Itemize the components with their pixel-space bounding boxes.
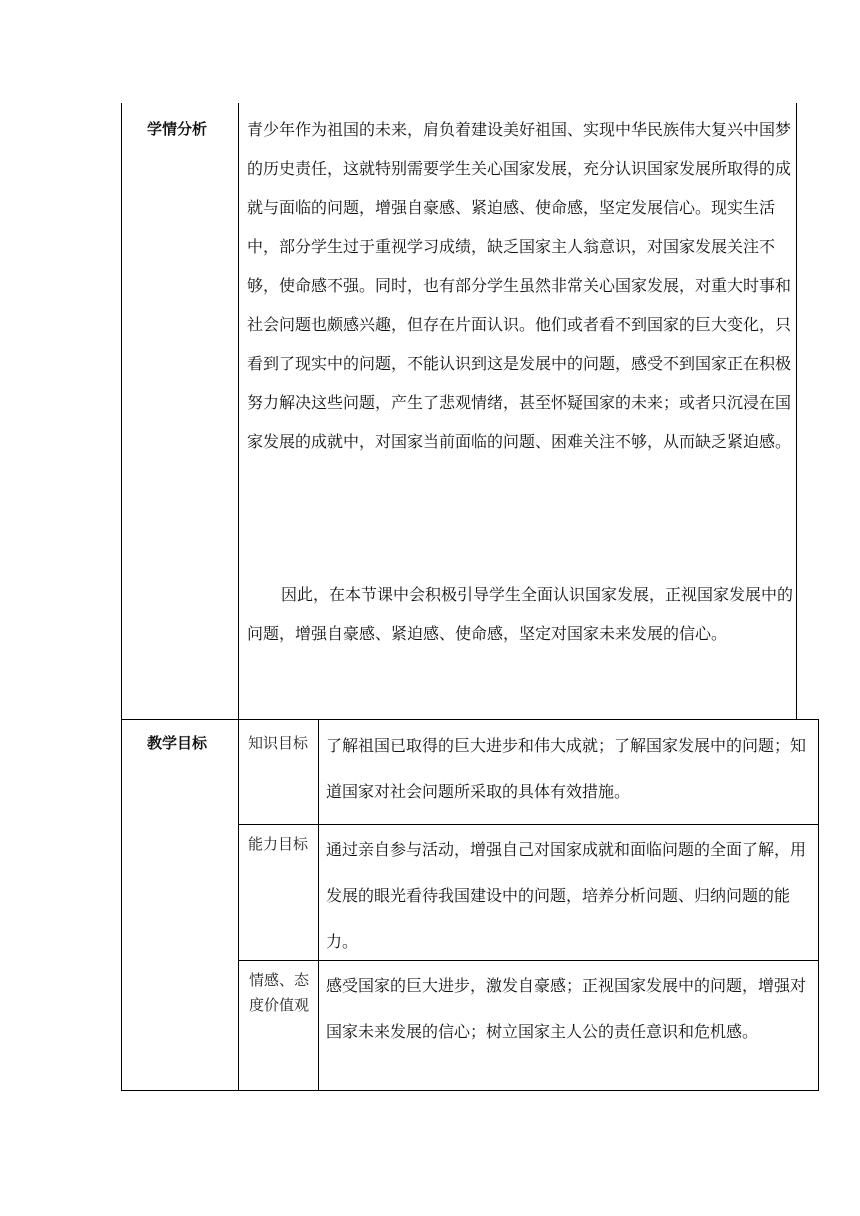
section2-right-border — [818, 719, 819, 1091]
row-divider-1 — [238, 824, 819, 825]
subtable-divider — [318, 719, 319, 1091]
table-label-divider — [238, 103, 239, 1091]
table-left-border — [121, 103, 122, 1091]
section-label-student-analysis: 学情分析 — [147, 120, 208, 138]
student-analysis-paragraph-2: 因此，在本节课中会积极引导学生全面认识国家发展，正视国家发展中的问题，增强自豪感、紧迫感、使命感，坚定对国家未来发展的信心。 — [247, 585, 794, 643]
objective-name-knowledge: 知识目标 — [247, 734, 308, 752]
objective-content-ability: 通过亲自参与活动，增强自己对国家成就和面临问题的全面了解，用发展的眼光看待我国建设中的问题，培养分析问题、归纳问题的能力。 — [326, 840, 807, 951]
section-label-teaching-objectives: 教学目标 — [147, 734, 208, 752]
objective-name-ability: 能力目标 — [247, 835, 308, 853]
student-analysis-paragraph-1: 青少年作为祖国的未来，肩负着建设美好祖国、实现中华民族伟大复兴中国梦的历史责任，这就特别需要学生关心国家发展，充分认识国家发展所取得的成就与面临的问题，增强自豪感、紧迫感、使命感，坚定发展信心。现实生活中，部分学生过于重视学习成绩，缺乏国家主人翁意识，对国家发展关注不够，使命感不强。同时，也有部分学生虽然非常关心国家发展，对重大时事和社会问题也颇感兴趣，但存在片面认识。他们或者看不到国家的巨大变化，只看到了现实中的问题，不能认识到这是发展中的问题，感受不到国家正在积极努力解决这些问题，产生了悲观情绪，甚至怀疑国家的未来；或者只沉浸在国家发展的成就中，对国家当前面临的问题、困难关注不够，从而缺乏紧迫感。 — [247, 120, 792, 451]
objective-content-attitude: 感受国家的巨大进步，激发自豪感；正视国家发展中的问题，增强对国家未来发展的信心；树立国家主人公的责任意识和危机感。 — [326, 976, 807, 1041]
section-divider — [121, 719, 819, 720]
objective-name-attitude: 情感、态度价值观 — [248, 971, 309, 1014]
objective-content-knowledge: 了解祖国已取得的巨大进步和伟大成就；了解国家发展中的问题；知道国家对社会问题所采取的具体有效措施。 — [326, 736, 807, 801]
table-bottom-border — [121, 1090, 819, 1091]
